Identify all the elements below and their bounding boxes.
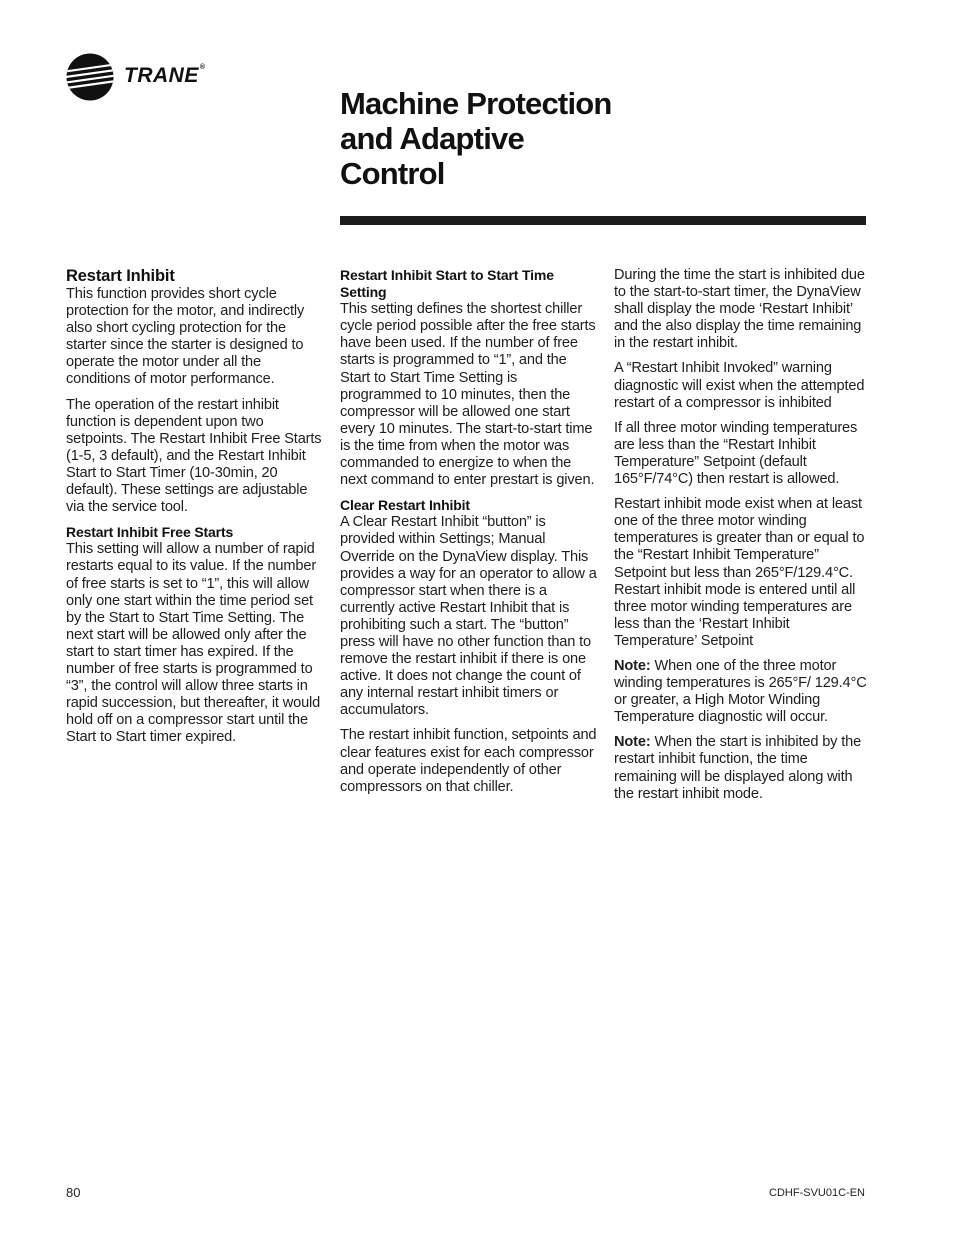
paragraph: A “Restart Inhibit Invoked” warning diagnostic will exist when the attempted restart of a compressor is inhibited bbox=[614, 360, 865, 411]
paragraph: The restart inhibit function, setpoints and clear features exist for each compressor and operate independently of other compressors on that chiller. bbox=[340, 727, 597, 795]
title-line: Control bbox=[340, 156, 445, 191]
subheading-free-starts: Restart Inhibit Free Starts bbox=[66, 524, 234, 541]
paragraph: A Clear Restart Inhibit “button” is provided within Settings; Manual Override on the DynaView display. This provides a way for an operator to allow a compressor start when there is a currently active Restart Inhibit that is prohibiting such a start. The “button” press will have no other function than to remove the restart inhibit if there is one active. It does not change the count of any internal restart inhibit timers or accumulators. bbox=[340, 514, 597, 719]
document-code: CDHF-SVU01C-EN bbox=[769, 1187, 865, 1199]
brand-wordmark: TRANE® bbox=[124, 64, 206, 87]
subheading-start-to-start: Restart Inhibit Start to Start Time Setting bbox=[340, 267, 554, 301]
section-heading-restart-inhibit: Restart Inhibit bbox=[66, 267, 175, 285]
subheading-clear-restart-inhibit: Clear Restart Inhibit bbox=[340, 497, 470, 514]
trane-logo bbox=[66, 53, 206, 101]
title-rule bbox=[340, 216, 866, 225]
paragraph: This setting will allow a number of rapid restarts equal to its value. If the number of free starts is set to “1”, this will allow only one start within the time period set by the Start to Start Time Setting. The next start will be allowed only after the start to start timer has expired. If the number of free starts is programmed to “3”, the control will allow three starts in rapid succession, but thereafter, it would hold off on a compressor start until the Start to Start timer expired. bbox=[66, 541, 321, 746]
column-2 bbox=[340, 267, 598, 804]
note bbox=[614, 658, 870, 726]
trane-circle-logo-icon bbox=[66, 53, 114, 101]
paragraph: Restart inhibit mode exist when at least one of the three motor winding temperatures is greater than or equal to the “Restart Inhibit Temperature” Setpoint but less than 265°F/129.4°C. Restart inhibit mode is entered until all three motor winding temperatures are less than the ‘Restart Inhibit Temperature’ Setpoint bbox=[614, 496, 865, 649]
title-line: Machine Protection bbox=[340, 86, 612, 121]
note-text: When one of the three motor winding temperatures is 265°F/ 129.4°C or greater, a High Motor Winding Temperature diagnostic will occur. bbox=[614, 657, 867, 726]
paragraph: The operation of the restart inhibit function is dependent upon two setpoints. The Restart Inhibit Free Starts (1-5, 3 default), and the Restart Inhibit Start to Start Timer (10-30min, 20 default). These settings are adjustable via the service tool. bbox=[66, 396, 322, 516]
paragraph: If all three motor winding temperatures are less than the “Restart Inhibit Temperature” Setpoint (default 165°F/74°C) then restart is allowed. bbox=[614, 419, 858, 488]
note-text: When the start is inhibited by the restart inhibit function, the time remaining will be displayed along with the restart inhibit mode. bbox=[614, 734, 862, 802]
column-3 bbox=[614, 267, 870, 811]
note-label: Note: bbox=[614, 734, 651, 751]
paragraph: During the time the start is inhibited due to the start-to-start timer, the DynaView shall display the mode ‘Restart Inhibit’ and the also display the time remaining in the restart inhibit. bbox=[614, 267, 865, 352]
column-1 bbox=[66, 267, 324, 754]
paragraph: This setting defines the shortest chiller cycle period possible after the free starts have been used. If the number of free starts is programmed to “1”, and the Start to Start Time Setting is programmed to 10 minutes, then the compressor will be allowed one start every 10 minutes. The start-to-start time is the time from when the motor was commanded to energize to when the next command to enter prestart is given. bbox=[340, 301, 596, 489]
title-line: and Adaptive bbox=[340, 121, 524, 156]
paragraph: This function provides short cycle protection for the motor, and indirectly also short cycling protection for the starter since the starter is designed to operate the motor under all the conditions of motor performance. bbox=[66, 286, 305, 388]
page-number: 80 bbox=[66, 1185, 81, 1200]
page-title bbox=[340, 86, 612, 191]
note bbox=[614, 734, 870, 802]
note-label: Note: bbox=[614, 657, 651, 674]
